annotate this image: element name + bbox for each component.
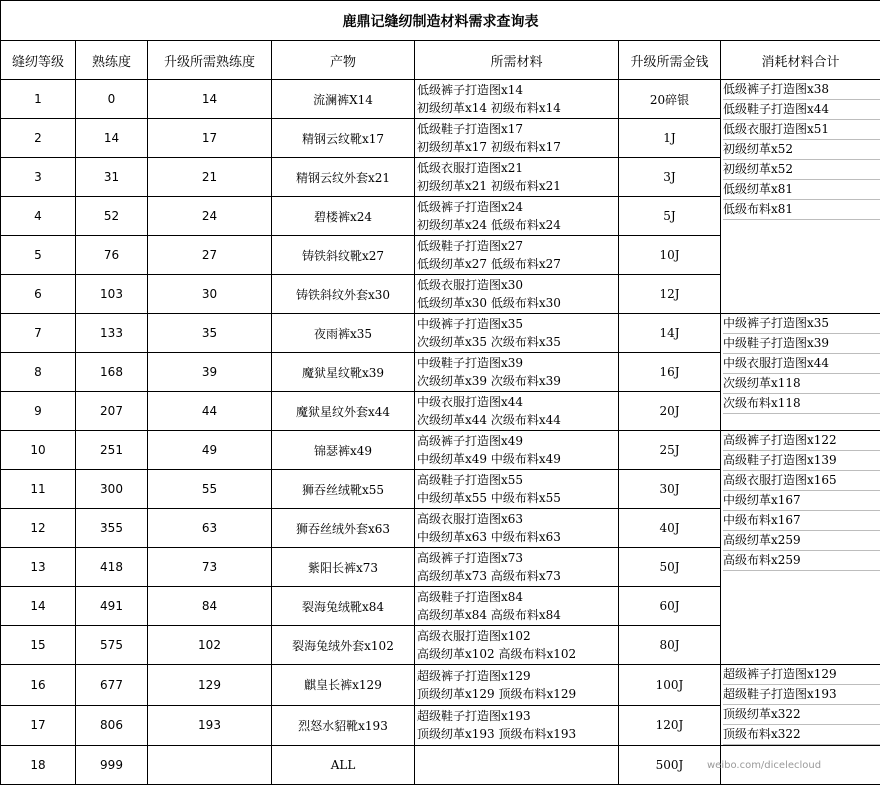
- money-cell: 60J: [619, 587, 721, 626]
- proficiency-cell: 677: [76, 665, 148, 706]
- money-cell: 16J: [619, 353, 721, 392]
- material-line-2: 初级纫革x17 初级布料x17: [417, 138, 618, 156]
- proficiency-cell: 168: [76, 353, 148, 392]
- total-line: 低级鞋子打造图x44: [723, 100, 880, 120]
- total-line: 低级衣服打造图x51: [723, 120, 880, 140]
- product-cell: 魔狱星纹外套x44: [272, 392, 415, 431]
- watermark: weibo.com/dicelecloud: [707, 760, 821, 771]
- total-line: 超级鞋子打造图x193: [723, 685, 880, 705]
- product-cell: 魔狱星纹靴x39: [272, 353, 415, 392]
- table-row: [1, 80, 880, 119]
- money-cell: 25J: [619, 431, 721, 470]
- proficiency-cell: 76: [76, 236, 148, 275]
- money-cell: 80J: [619, 626, 721, 665]
- level-cell: 17: [1, 705, 76, 746]
- money-cell: 30J: [619, 470, 721, 509]
- material-line-1: 低级鞋子打造图x27: [417, 237, 618, 255]
- total-line: 中级衣服打造图x44: [723, 354, 880, 374]
- level-cell: 3: [1, 158, 76, 197]
- materials-cell: [415, 705, 619, 746]
- total-line: 低级布料x81: [723, 200, 880, 220]
- header-required-proficiency: 升级所需熟练度: [148, 41, 272, 80]
- level-cell: 7: [1, 314, 76, 353]
- required-proficiency-cell: 24: [148, 197, 272, 236]
- total-line: 次级纫革x118: [723, 374, 880, 394]
- required-proficiency-cell: 17: [148, 119, 272, 158]
- money-cell: 40J: [619, 509, 721, 548]
- proficiency-cell: 207: [76, 392, 148, 431]
- materials-cell: [415, 431, 619, 470]
- table-row: [1, 431, 880, 470]
- money-cell: 100J: [619, 665, 721, 706]
- required-proficiency-cell: 14: [148, 80, 272, 119]
- material-line-2: 低级纫革x27 低级布料x27: [417, 255, 618, 273]
- material-line-1: 高级裤子打造图x49: [417, 432, 618, 450]
- proficiency-cell: 491: [76, 587, 148, 626]
- proficiency-cell: 14: [76, 119, 148, 158]
- product-cell: 狮吞丝绒靴x55: [272, 470, 415, 509]
- money-cell: 10J: [619, 236, 721, 275]
- material-line-1: 高级鞋子打造图x55: [417, 471, 618, 489]
- required-proficiency-cell: 27: [148, 236, 272, 275]
- level-cell: 11: [1, 470, 76, 509]
- material-line-2: 中级纫革x63 中级布料x63: [417, 528, 618, 546]
- money-cell: 20J: [619, 392, 721, 431]
- material-line-2: 初级纫革x24 低级布料x24: [417, 216, 618, 234]
- proficiency-cell: 999: [76, 746, 148, 785]
- material-line-1: 高级衣服打造图x102: [417, 627, 618, 645]
- money-cell: 20碎银: [619, 80, 721, 119]
- level-cell: 13: [1, 548, 76, 587]
- material-line-2: 顶级纫革x129 顶级布料x129: [417, 685, 618, 703]
- materials-cell: [415, 80, 619, 119]
- material-line-2: 初级纫革x14 初级布料x14: [417, 99, 618, 117]
- materials-cell: [415, 275, 619, 314]
- total-line: 顶级纫革x322: [723, 705, 880, 725]
- material-line-1: 高级衣服打造图x63: [417, 510, 618, 528]
- total-line: 中级裤子打造图x35: [723, 314, 880, 334]
- money-cell: 1J: [619, 119, 721, 158]
- level-cell: 8: [1, 353, 76, 392]
- product-cell: 锦瑟裤x49: [272, 431, 415, 470]
- materials-cell: [415, 158, 619, 197]
- level-cell: 4: [1, 197, 76, 236]
- header-money: 升级所需金钱: [619, 41, 721, 80]
- material-line-1: 超级鞋子打造图x193: [417, 707, 618, 725]
- proficiency-cell: 575: [76, 626, 148, 665]
- material-line-2: 顶级纫革x193 顶级布料x193: [417, 725, 618, 743]
- materials-cell: [415, 392, 619, 431]
- total-line: 高级布料x259: [723, 551, 880, 571]
- proficiency-cell: 418: [76, 548, 148, 587]
- material-line-2: 初级纫革x21 初级布料x21: [417, 177, 618, 195]
- product-cell: 烈怒水貂靴x193: [272, 705, 415, 746]
- total-line: 低级裤子打造图x38: [723, 80, 880, 100]
- money-cell: 12J: [619, 275, 721, 314]
- table-row: [1, 314, 880, 353]
- table-title: 鹿鼎记缝纫制造材料需求查询表: [1, 1, 880, 41]
- materials-cell: [415, 587, 619, 626]
- required-proficiency-cell: 55: [148, 470, 272, 509]
- level-cell: 10: [1, 431, 76, 470]
- level-cell: 15: [1, 626, 76, 665]
- proficiency-cell: 806: [76, 705, 148, 746]
- material-line-1: 高级裤子打造图x73: [417, 549, 618, 567]
- total-line: 超级裤子打造图x129: [723, 665, 880, 685]
- product-cell: 碧楼裤x24: [272, 197, 415, 236]
- materials-cell: [415, 626, 619, 665]
- total-line: 低级纫革x81: [723, 180, 880, 200]
- material-line-2: 高级纫革x73 高级布料x73: [417, 567, 618, 585]
- required-proficiency-cell: 21: [148, 158, 272, 197]
- product-cell: 精钢云纹外套x21: [272, 158, 415, 197]
- level-cell: 1: [1, 80, 76, 119]
- header-totals: 消耗材料合计: [721, 41, 880, 80]
- material-line-1: 中级鞋子打造图x39: [417, 354, 618, 372]
- proficiency-cell: 52: [76, 197, 148, 236]
- material-line-1: 低级衣服打造图x30: [417, 276, 618, 294]
- proficiency-cell: 103: [76, 275, 148, 314]
- level-cell: 14: [1, 587, 76, 626]
- product-cell: 铸铁斜纹靴x27: [272, 236, 415, 275]
- header-row: [1, 41, 880, 80]
- materials-cell: [415, 548, 619, 587]
- product-cell: 裂海兔绒外套x102: [272, 626, 415, 665]
- table-row: [1, 665, 880, 706]
- material-line-2: 低级纫革x30 低级布料x30: [417, 294, 618, 312]
- total-line: 中级布料x167: [723, 511, 880, 531]
- required-proficiency-cell: 84: [148, 587, 272, 626]
- materials-cell: [415, 236, 619, 275]
- materials-cell: [415, 746, 619, 785]
- materials-cell: [415, 665, 619, 706]
- proficiency-cell: 355: [76, 509, 148, 548]
- header-product: 产物: [272, 41, 415, 80]
- product-cell: 夜雨裤x35: [272, 314, 415, 353]
- material-line-1: [417, 747, 618, 765]
- total-line: 初级纫革x52: [723, 160, 880, 180]
- material-line-1: 中级裤子打造图x35: [417, 315, 618, 333]
- material-line-2: 次级纫革x35 次级布料x35: [417, 333, 618, 351]
- material-line-2: 中级纫革x49 中级布料x49: [417, 450, 618, 468]
- money-cell: 5J: [619, 197, 721, 236]
- material-line-2: 中级纫革x55 中级布料x55: [417, 489, 618, 507]
- product-cell: 裂海兔绒靴x84: [272, 587, 415, 626]
- required-proficiency-cell: 39: [148, 353, 272, 392]
- proficiency-cell: 31: [76, 158, 148, 197]
- material-line-2: 次级纫革x39 次级布料x39: [417, 372, 618, 390]
- material-line-2: [417, 765, 618, 783]
- total-line: 中级鞋子打造图x39: [723, 334, 880, 354]
- material-line-1: 低级裤子打造图x14: [417, 81, 618, 99]
- total-line: 初级纫革x52: [723, 140, 880, 160]
- product-cell: 流澜裤X14: [272, 80, 415, 119]
- material-line-1: 中级衣服打造图x44: [417, 393, 618, 411]
- material-line-1: 高级鞋子打造图x84: [417, 588, 618, 606]
- proficiency-cell: 300: [76, 470, 148, 509]
- materials-cell: [415, 353, 619, 392]
- total-line: 高级鞋子打造图x139: [723, 451, 880, 471]
- totals-cell: [721, 665, 880, 746]
- level-cell: 2: [1, 119, 76, 158]
- required-proficiency-cell: 63: [148, 509, 272, 548]
- level-cell: 16: [1, 665, 76, 706]
- money-cell: 500J: [619, 746, 721, 785]
- materials-cell: [415, 470, 619, 509]
- materials-cell: [415, 509, 619, 548]
- level-cell: 12: [1, 509, 76, 548]
- materials-cell: [415, 119, 619, 158]
- required-proficiency-cell: 44: [148, 392, 272, 431]
- product-cell: 狮吞丝绒外套x63: [272, 509, 415, 548]
- total-line: 顶级布料x322: [723, 725, 880, 745]
- money-cell: 14J: [619, 314, 721, 353]
- required-proficiency-cell: 73: [148, 548, 272, 587]
- required-proficiency-cell: 193: [148, 705, 272, 746]
- product-cell: 麒皇长裤x129: [272, 665, 415, 706]
- materials-cell: [415, 314, 619, 353]
- material-line-1: 低级衣服打造图x21: [417, 159, 618, 177]
- total-line: 中级纫革x167: [723, 491, 880, 511]
- required-proficiency-cell: 102: [148, 626, 272, 665]
- money-cell: 3J: [619, 158, 721, 197]
- material-line-1: 低级鞋子打造图x17: [417, 120, 618, 138]
- total-line: 高级衣服打造图x165: [723, 471, 880, 491]
- required-proficiency-cell: [148, 746, 272, 785]
- material-line-1: 超级裤子打造图x129: [417, 667, 618, 685]
- product-cell: 铸铁斜纹外套x30: [272, 275, 415, 314]
- required-proficiency-cell: 129: [148, 665, 272, 706]
- required-proficiency-cell: 30: [148, 275, 272, 314]
- money-cell: 120J: [619, 705, 721, 746]
- level-cell: 6: [1, 275, 76, 314]
- totals-cell: [721, 314, 880, 431]
- proficiency-cell: 251: [76, 431, 148, 470]
- level-cell: 9: [1, 392, 76, 431]
- material-line-2: 次级纫革x44 次级布料x44: [417, 411, 618, 429]
- header-proficiency: 熟练度: [76, 41, 148, 80]
- materials-cell: [415, 197, 619, 236]
- total-line: 高级纫革x259: [723, 531, 880, 551]
- material-line-2: 高级纫革x102 高级布料x102: [417, 645, 618, 663]
- level-cell: 18: [1, 746, 76, 785]
- proficiency-cell: 133: [76, 314, 148, 353]
- header-level: 缝纫等级: [1, 41, 76, 80]
- level-cell: 5: [1, 236, 76, 275]
- material-line-2: 高级纫革x84 高级布料x84: [417, 606, 618, 624]
- material-line-1: 低级裤子打造图x24: [417, 198, 618, 216]
- header-materials: 所需材料: [415, 41, 619, 80]
- product-cell: ALL: [272, 746, 415, 785]
- product-cell: 精钢云纹靴x17: [272, 119, 415, 158]
- money-cell: 50J: [619, 548, 721, 587]
- totals-cell: [721, 431, 880, 665]
- proficiency-cell: 0: [76, 80, 148, 119]
- required-proficiency-cell: 35: [148, 314, 272, 353]
- total-line: 高级裤子打造图x122: [723, 431, 880, 451]
- totals-cell: [721, 80, 880, 314]
- total-line: 次级布料x118: [723, 394, 880, 414]
- product-cell: 紫阳长裤x73: [272, 548, 415, 587]
- required-proficiency-cell: 49: [148, 431, 272, 470]
